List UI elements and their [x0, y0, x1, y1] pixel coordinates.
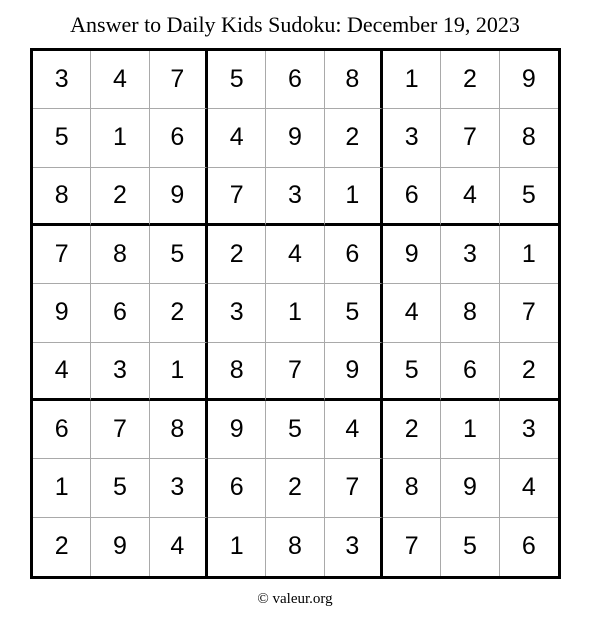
- sudoku-cell: 2: [150, 284, 208, 342]
- sudoku-cell: 7: [441, 109, 499, 167]
- sudoku-cell: 1: [150, 343, 208, 401]
- sudoku-cell: 7: [383, 518, 441, 576]
- sudoku-cell: 1: [91, 109, 149, 167]
- sudoku-cell: 4: [150, 518, 208, 576]
- sudoku-cell: 6: [208, 459, 266, 517]
- sudoku-cell: 4: [383, 284, 441, 342]
- sudoku-cell: 4: [208, 109, 266, 167]
- sudoku-cell: 6: [33, 401, 91, 459]
- sudoku-cell: 2: [33, 518, 91, 576]
- sudoku-cell: 9: [441, 459, 499, 517]
- sudoku-cell: 6: [91, 284, 149, 342]
- sudoku-cell: 8: [441, 284, 499, 342]
- sudoku-cell: 7: [91, 401, 149, 459]
- sudoku-cell: 2: [383, 401, 441, 459]
- sudoku-cell: 2: [266, 459, 324, 517]
- sudoku-cell: 4: [91, 51, 149, 109]
- sudoku-cell: 5: [441, 518, 499, 576]
- sudoku-cell: 7: [500, 284, 558, 342]
- sudoku-cell: 6: [150, 109, 208, 167]
- sudoku-cell: 2: [208, 226, 266, 284]
- sudoku-cell: 8: [33, 168, 91, 226]
- sudoku-cell: 5: [208, 51, 266, 109]
- copyright-footer: © valeur.org: [257, 591, 333, 607]
- sudoku-cell: 3: [91, 343, 149, 401]
- sudoku-cell: 3: [150, 459, 208, 517]
- sudoku-cell: 1: [208, 518, 266, 576]
- sudoku-cell: 1: [266, 284, 324, 342]
- sudoku-cell: 1: [383, 51, 441, 109]
- page-title: Answer to Daily Kids Sudoku: December 19, 2023: [70, 12, 520, 37]
- sudoku-cell: 7: [150, 51, 208, 109]
- sudoku-cell: 2: [325, 109, 383, 167]
- sudoku-cell: 1: [325, 168, 383, 226]
- sudoku-cell: 5: [500, 168, 558, 226]
- sudoku-cell: 5: [91, 459, 149, 517]
- sudoku-cell: 3: [383, 109, 441, 167]
- sudoku-cell: 1: [441, 401, 499, 459]
- sudoku-cell: 5: [150, 226, 208, 284]
- sudoku-cell: 5: [33, 109, 91, 167]
- sudoku-cell: 8: [500, 109, 558, 167]
- sudoku-cell: 3: [325, 518, 383, 576]
- sudoku-cell: 5: [266, 401, 324, 459]
- sudoku-cell: 5: [383, 343, 441, 401]
- sudoku-cell: 6: [383, 168, 441, 226]
- sudoku-cell: 8: [383, 459, 441, 517]
- sudoku-cell: 9: [325, 343, 383, 401]
- sudoku-cell: 8: [91, 226, 149, 284]
- sudoku-cell: 9: [266, 109, 324, 167]
- sudoku-cell: 7: [208, 168, 266, 226]
- sudoku-cell: 2: [91, 168, 149, 226]
- sudoku-cell: 9: [383, 226, 441, 284]
- sudoku-cell: 1: [33, 459, 91, 517]
- sudoku-cell: 9: [500, 51, 558, 109]
- sudoku-cell: 7: [266, 343, 324, 401]
- sudoku-grid: [30, 48, 561, 579]
- sudoku-cell: 4: [325, 401, 383, 459]
- sudoku-cell: 1: [500, 226, 558, 284]
- sudoku-cell: 4: [33, 343, 91, 401]
- sudoku-cell: 4: [500, 459, 558, 517]
- sudoku-cell: 2: [500, 343, 558, 401]
- sudoku-cell: 3: [208, 284, 266, 342]
- sudoku-cell: 5: [325, 284, 383, 342]
- sudoku-cell: 9: [150, 168, 208, 226]
- sudoku-cell: 3: [441, 226, 499, 284]
- sudoku-cell: 4: [266, 226, 324, 284]
- sudoku-cell: 6: [325, 226, 383, 284]
- sudoku-cell: 9: [91, 518, 149, 576]
- sudoku-cell: 3: [266, 168, 324, 226]
- sudoku-cell: 7: [325, 459, 383, 517]
- sudoku-cell: 8: [208, 343, 266, 401]
- sudoku-cell: 6: [266, 51, 324, 109]
- sudoku-cell: 4: [441, 168, 499, 226]
- sudoku-cell: 9: [33, 284, 91, 342]
- sudoku-cell: 3: [500, 401, 558, 459]
- sudoku-cell: 8: [325, 51, 383, 109]
- sudoku-cell: 2: [441, 51, 499, 109]
- sudoku-cell: 3: [33, 51, 91, 109]
- sudoku-cell: 6: [441, 343, 499, 401]
- sudoku-cell: 8: [266, 518, 324, 576]
- sudoku-cell: 7: [33, 226, 91, 284]
- sudoku-cell: 8: [150, 401, 208, 459]
- sudoku-cell: 9: [208, 401, 266, 459]
- sudoku-cell: 6: [521, 532, 536, 561]
